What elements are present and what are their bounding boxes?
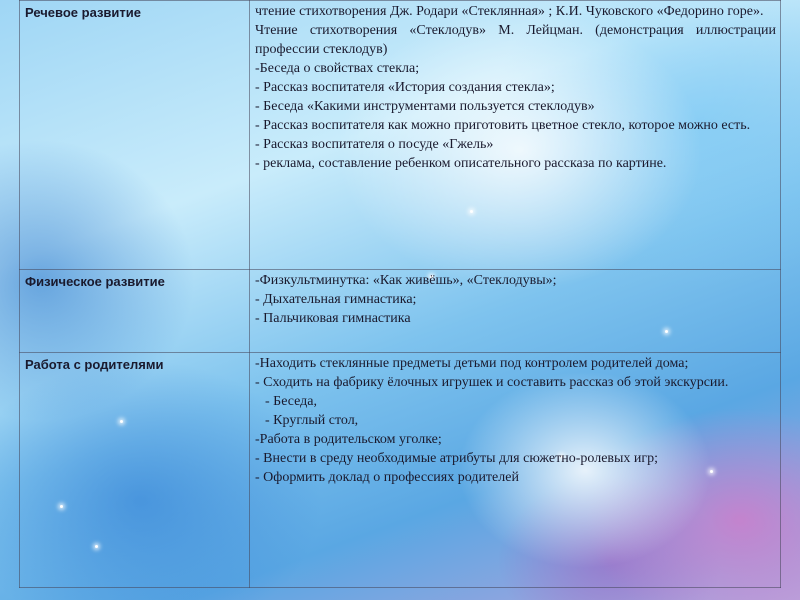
content-line: чтение стихотворения Дж. Родари «Стеклянная» ; К.И. Чуковского «Федорино горе». xyxy=(255,4,764,19)
table-row xyxy=(20,353,781,588)
content-line: - Оформить доклад о профессиях родителей xyxy=(255,470,519,485)
content-line: - Дыхательная гимнастика; xyxy=(255,292,417,307)
table-row xyxy=(20,1,781,270)
content-line: -Работа в родительском уголке; xyxy=(255,432,442,447)
content-line: - Пальчиковая гимнастика xyxy=(255,311,411,326)
content-line: - реклама, составление ребенком описательного рассказа по картине. xyxy=(255,156,667,171)
table-row xyxy=(20,270,781,353)
content-line: Чтение стихотворения «Стеклодув» М. Лейцман. (демонстрация иллюстрации профессии стеклодув) xyxy=(255,23,776,57)
content-line: - Внести в среду необходимые атрибуты для сюжетно-ролевых игр; xyxy=(255,451,659,466)
row-heading-speech: Речевое развитие xyxy=(20,1,250,270)
content-line: - Рассказ воспитателя как можно приготовить цветное стекло, которое можно есть. xyxy=(255,118,751,133)
content-line: - Рассказ воспитателя «История создания стекла»; xyxy=(255,80,555,95)
row-content-physical xyxy=(250,270,781,353)
row-content-parents xyxy=(250,353,781,588)
content-line: -Физкультминутка: «Как живёшь», «Стеклодувы»; xyxy=(255,273,557,288)
plan-table xyxy=(19,0,781,588)
content-line: - Беседа, xyxy=(265,394,318,409)
content-line: - Рассказ воспитателя о посуде «Гжель» xyxy=(255,137,494,152)
row-heading-parents: Работа с родителями xyxy=(20,353,250,588)
row-heading-physical: Физическое развитие xyxy=(20,270,250,353)
content-line: -Находить стеклянные предметы детьми под контролем родителей дома; xyxy=(255,356,689,371)
content-line: -Беседа о свойствах стекла; xyxy=(255,61,420,76)
row-content-speech xyxy=(250,1,781,270)
content-line: - Беседа «Какими инструментами пользуется стеклодув» xyxy=(255,99,595,114)
content-line: - Сходить на фабрику ёлочных игрушек и составить рассказ об этой экскурсии. xyxy=(255,375,729,390)
content-line: - Круглый стол, xyxy=(265,413,359,428)
